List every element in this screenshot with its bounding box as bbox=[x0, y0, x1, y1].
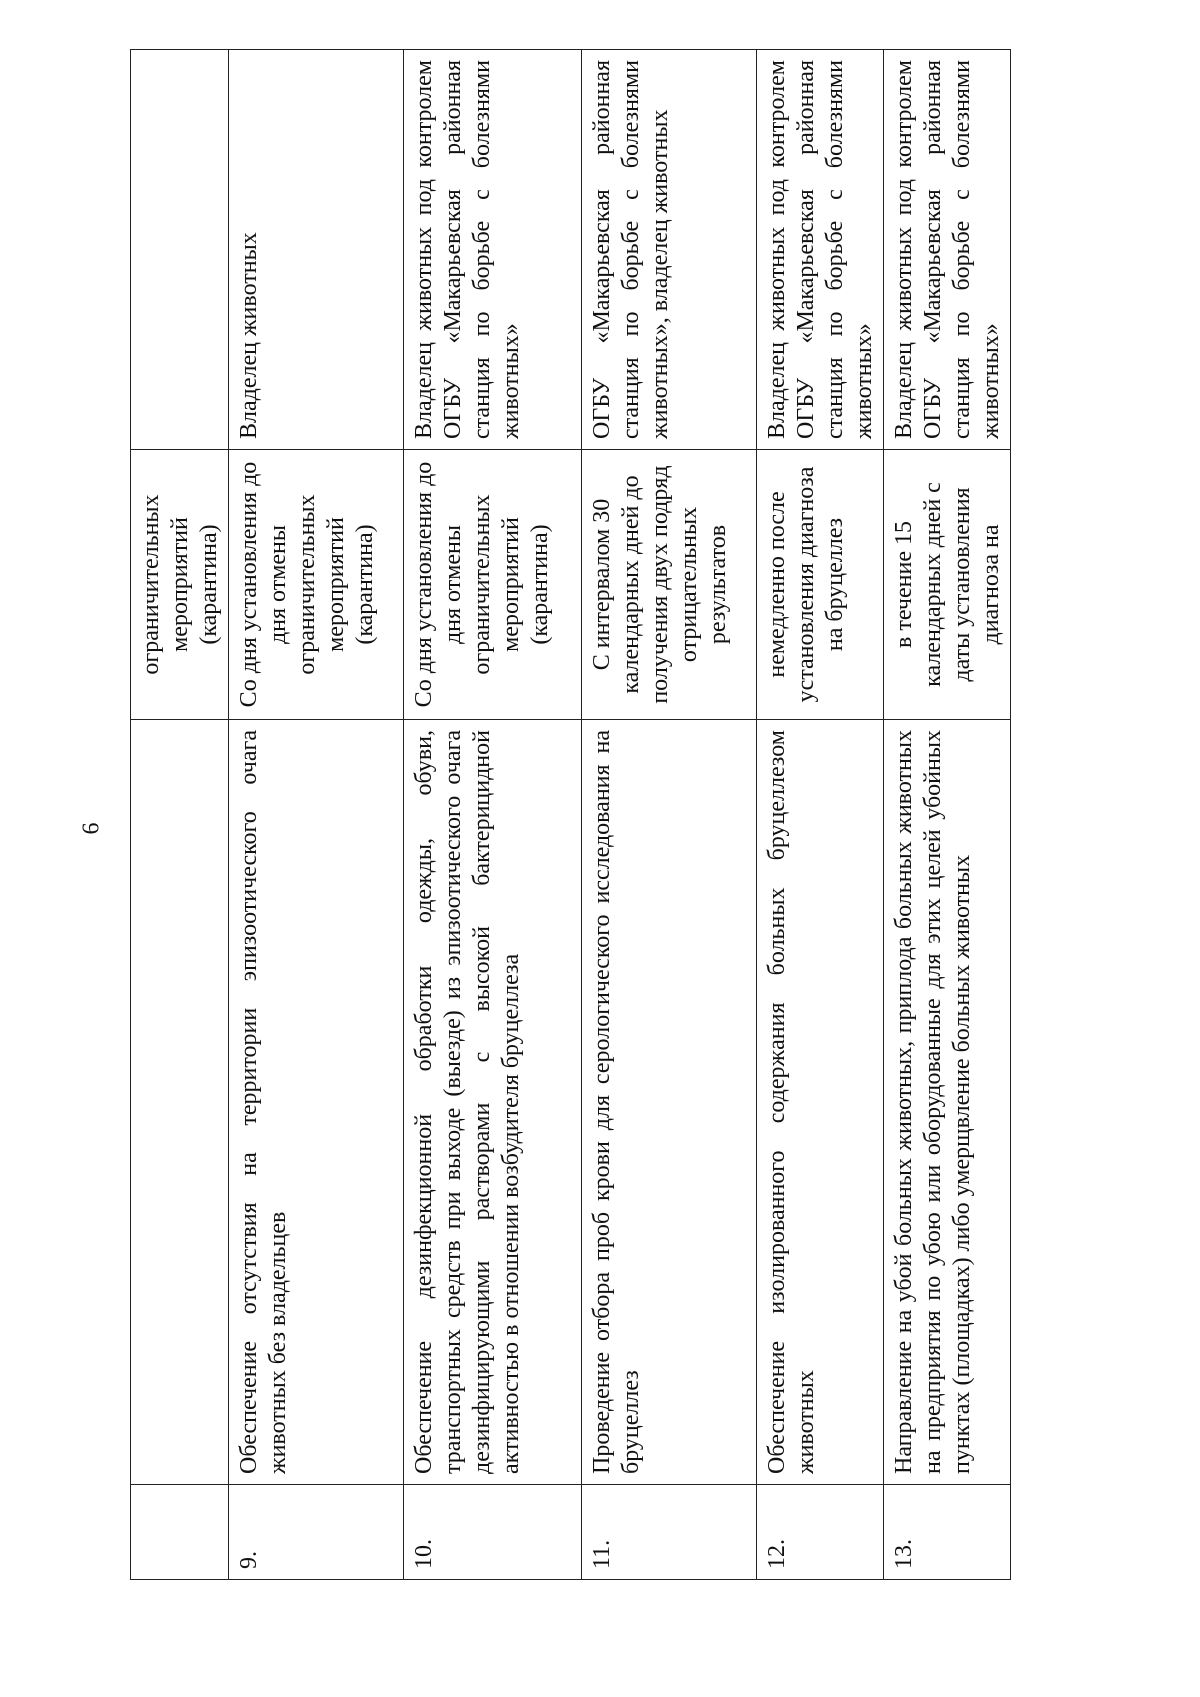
table-row bbox=[229, 50, 404, 1580]
row-number: 9. bbox=[229, 1485, 404, 1580]
row-number: 12. bbox=[757, 1485, 884, 1580]
responsible-cell: Владелец животных bbox=[229, 50, 404, 450]
responsible-cell: Владелец животных под контролем ОГБУ «Макарьевская районная станция по борьбе с болезнями животных» bbox=[404, 50, 582, 450]
table-row bbox=[582, 50, 757, 1580]
action-cell: Обеспечение изолированного содержания больных бруцеллезом животных bbox=[757, 720, 884, 1485]
row-number: 11. bbox=[582, 1485, 757, 1580]
row-number: 13. bbox=[884, 1485, 1011, 1580]
table-row bbox=[884, 50, 1011, 1580]
term-cell: в течение 15 календарных дней с даты установления диагноза на bbox=[884, 450, 1011, 720]
action-cell: Направление на убой больных животных, приплода больных животных на предприятия по убою или оборудованные для этих целей убойных пунктах (площадках) либо умерщвление больных животных bbox=[884, 720, 1011, 1485]
page-number: 6 bbox=[78, 822, 105, 835]
rotated-table-container bbox=[130, 50, 1004, 1580]
term-cell: Со дня установления до дня отмены ограничительных мероприятий (карантина) bbox=[229, 450, 404, 720]
responsible-cell: Владелец животных под контролем ОГБУ «Макарьевская районная станция по борьбе с болезнями животных» bbox=[757, 50, 884, 450]
action-cell: Проведение отбора проб крови для серологического исследования на бруцеллез bbox=[582, 720, 757, 1485]
term-cell: немедленно после установления диагноза на бруцеллез bbox=[757, 450, 884, 720]
action-cell: Обеспечение отсутствия на территории эпизоотического очага животных без владельцев bbox=[229, 720, 404, 1485]
term-cell: Со дня установления до дня отмены ограничительных мероприятий (карантина) bbox=[404, 450, 582, 720]
measures-table bbox=[130, 49, 1011, 1580]
responsible-cell: ОГБУ «Макарьевская районная станция по борьбе с болезнями животных», владелец животных bbox=[582, 50, 757, 450]
responsible-cell bbox=[131, 50, 229, 450]
table-row bbox=[757, 50, 884, 1580]
table-row-continuation bbox=[131, 50, 229, 1580]
term-cell: ограничительных мероприятий (карантина) bbox=[131, 450, 229, 720]
row-number: 10. bbox=[404, 1485, 582, 1580]
row-number bbox=[131, 1485, 229, 1580]
action-cell: Обеспечение дезинфекционной обработки одежды, обуви, транспортных средств при выходе (выезде) из эпизоотического очага дезинфицирующими растворами с высокой бактерицидной активностью в отношении возбудителя бруцеллеза bbox=[404, 720, 582, 1485]
responsible-cell: Владелец животных под контролем ОГБУ «Макарьевская районная станция по борьбе с болезнями животных» bbox=[884, 50, 1011, 450]
term-cell: С интервалом 30 календарных дней до получения двух подряд отрицательных результатов bbox=[582, 450, 757, 720]
table-row bbox=[404, 50, 582, 1580]
action-cell bbox=[131, 720, 229, 1485]
